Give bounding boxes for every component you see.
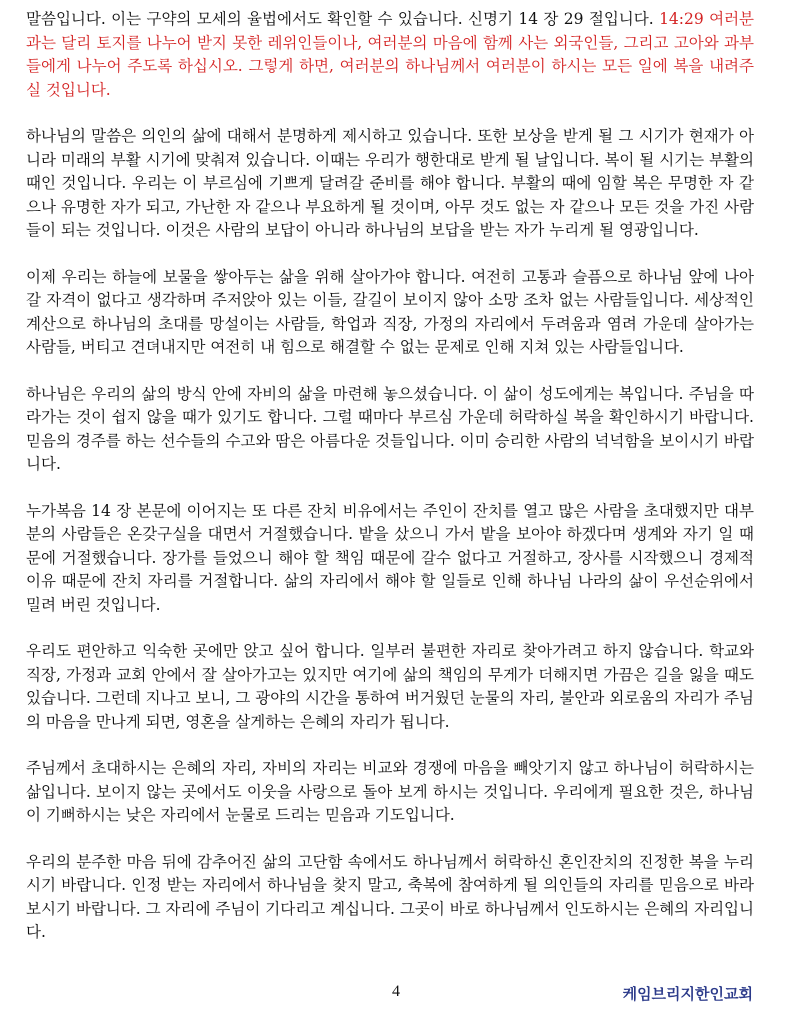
paragraph-2: 하나님의 말씀은 의인의 삶에 대해서 분명하게 제시하고 있습니다. 또한 보상을 받게 될 그 시기가 현재가 아니라 미래의 부활 시기에 맞춰져 있습니다. 이때는 우리가 행한대로 받게 될 날입니다. 복이 될 시기는 부활의 때인 것입니다. 우리는 이 부르심에 기쁘게 달려갈 준비를 해야 합니다. 부활의 때에 임할 복은 무명한 자 같으나 유명한 자가 되고, 가난한 자 같으나 부요하게 될 것이며, 아무 것도 없는 자 같으나 모든 것을 가진 사람들이 되는 것입니다. 이것은 사람의 보답이 아니라 하나님의 보답을 받는 자가 누리게 될 영광입니다.: [26, 127, 754, 239]
paragraph-7: 주님께서 초대하시는 은혜의 자리, 자비의 자리는 비교와 경쟁에 마음을 빼앗기지 않고 하나님이 허락하시는 삶입니다. 보이지 않는 곳에서도 이웃을 사랑으로 돌아 보게 하시는 것입니다. 우리에게 필요한 것은, 하나님이 기뻐하시는 낮은 자리에서 눈물로 드리는 믿음과 기도입니다.: [26, 759, 754, 824]
sermon-body: [26, 8, 754, 968]
scripture-quote: 14:29 여러분과는 달리 토지를 나누어 받지 못한 레위인들이나, 여러분의 마음에 함께 사는 외국인들, 그리고 고아와 과부들에게 나누어 주도록 하십시오. 그렇게 하면, 여러분의 하나님께서 여러분이 하시는 모든 일에 복을 내려주실 것입니다.: [26, 10, 755, 99]
paragraph-4: 하나님은 우리의 삶의 방식 안에 자비의 삶을 마련해 놓으셨습니다. 이 삶이 성도에게는 복입니다. 주님을 따라가는 것이 쉽지 않을 때가 있기도 합니다. 그럴 때마다 부르심 가운데 허락하실 복을 확인하시기 바랍니다. 믿음의 경주를 하는 선수들의 수고와 땀은 아름다운 것들입니다. 이미 승리한 사람의 넉넉함을 보이시기 바랍니다.: [26, 384, 754, 473]
paragraph-text: 말씀입니다. 이는 구약의 모세의 율법에서도 확인할 수 있습니다. 신명기 14 장 29 절입니다.: [26, 10, 654, 28]
church-name: 케임브리지한인교회: [622, 985, 753, 1003]
page-number: 4: [392, 983, 400, 1000]
paragraph-5: 누가복음 14 장 본문에 이어지는 또 다른 잔치 비유에서는 주인이 잔치를 열고 많은 사람을 초대했지만 대부분의 사람들은 온갖구실을 대면서 거절했습니다. 밭을 샀으니 가서 밭을 보아야 하겠다며 생계와 자기 일 때문에 거절했습니다. 장가를 들었으니 해야 할 책임 때문에 갈수 없다고 거절하고, 장사를 시작했으니 경제적 이유 때문에 잔치 자리를 거절합니다. 삶의 자리에서 해야 할 일들로 인해 하나님 나라의 삶이 우선순위에서 밀려 버린 것입니다.: [26, 501, 754, 614]
paragraph-1: [26, 8, 754, 102]
paragraph-6: 우리도 편안하고 익숙한 곳에만 앉고 싶어 합니다. 일부러 불편한 자리로 찾아가려고 하지 않습니다. 학교와 직장, 가정과 교회 안에서 잘 살아가고는 있지만 여기에 삶의 책임의 무게가 더해지면 가끔은 길을 잃을 때도 있습니다. 그런데 지나고 보니, 그 광야의 시간을 통하여 버거웠던 눈물의 자리, 불안과 외로움의 자리가 주님의 마음을 만나게 되면, 영혼을 살게하는 은혜의 자리가 됩니다.: [26, 642, 754, 731]
paragraph-8: 우리의 분주한 마음 뒤에 감추어진 삶의 고단함 속에서도 하나님께서 허락하신 혼인잔치의 진정한 복을 누리시기 바랍니다. 인정 받는 자리에서 하나님을 찾지 말고, 축복에 참여하게 될 의인들의 자리를 믿음으로 바라보시기 바랍니다. 그 자리에 주님이 기다리고 계십니다. 그곳이 바로 하나님께서 인도하시는 은혜의 자리입니다.: [26, 852, 754, 941]
paragraph-3: 이제 우리는 하늘에 보물을 쌓아두는 삶을 위해 살아가야 합니다. 여전히 고통과 슬픔으로 하나님 앞에 나아갈 자격이 없다고 생각하며 주저앉아 있는 이들, 갈길이 보이지 않아 소망 조차 없는 사람들입니다. 세상적인 계산으로 하나님의 초대를 망설이는 사람들, 학업과 직장, 가정의 자리에서 두려움과 염려 가운데 살아가는 사람들, 버티고 견뎌내지만 여전히 내 힘으로 해결할 수 없는 문제로 인해 지쳐 있는 사람들입니다.: [26, 267, 754, 356]
